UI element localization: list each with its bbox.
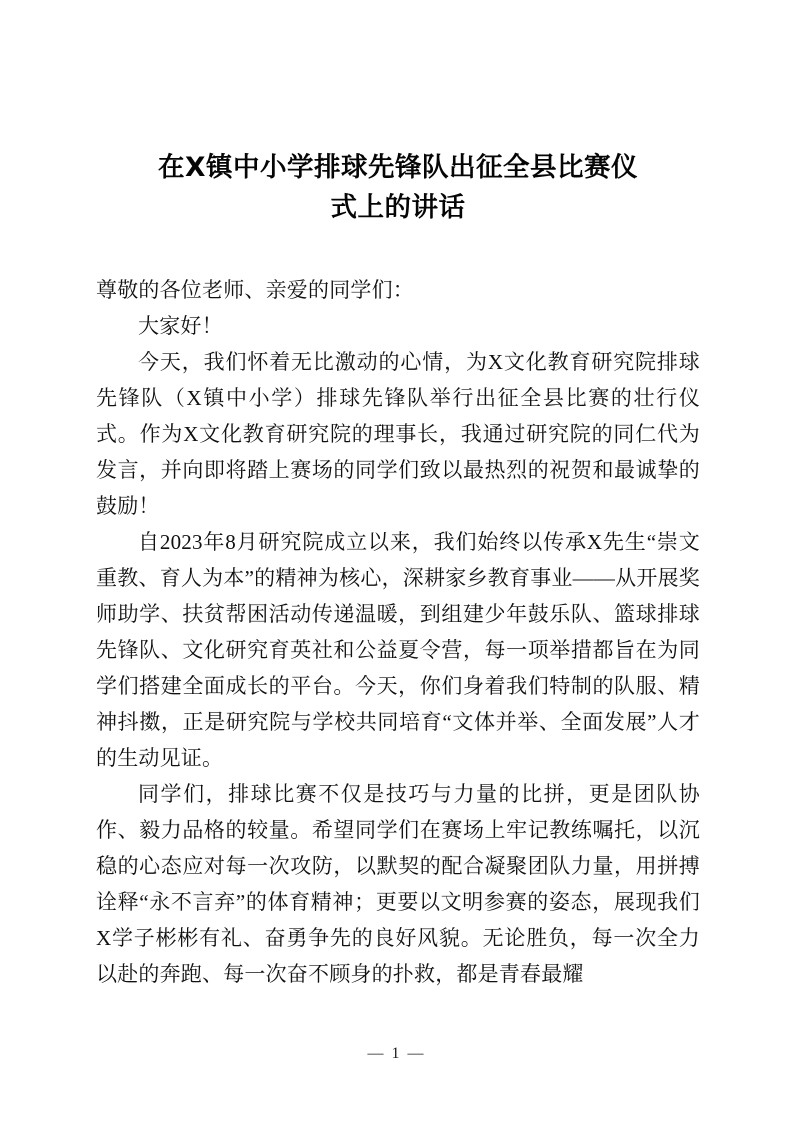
page-title xyxy=(96,148,700,228)
title-line-2: 式上的讲话 xyxy=(330,192,466,223)
paragraph-encouragement: 同学们，排球比赛不仅是技巧与力量的比拼，更是团队协作、毅力品格的较量。希望同学们在赛场上牢记教练嘱托，以沉稳的心态应对每一次攻防，以默契的配合凝聚团队力量，用拼搏诠释“永不言弃”的体育精神；更要以文明参赛的姿态，展现我们X学子彬彬有礼、奋勇争先的良好风貌。无论胜负，每一次全力以赴的奔跑、每一次奋不顾身的扑救，都是青春最耀 xyxy=(96,782,700,986)
paragraph-history: 自2023年8月研究院成立以来，我们始终以传承X先生“崇文重教、育人为本”的精神为核心，深耕家乡教育事业——从开展奖师助学、扶贫帮困活动传递温暖，到组建少年鼓乐队、篮球排球先锋队、文化研究育英社和公益夏令营，每一项举措都旨在为同学们搭建全面成长的平台。今天，你们身着我们特制的队服、精神抖擞，正是研究院与学校共同培育“文体并举、全面发展”人才的生动见证。 xyxy=(96,530,700,770)
paragraph-greeting: 大家好！ xyxy=(138,314,223,338)
paragraph-salutation: 尊敬的各位老师、亲爱的同学们： xyxy=(96,278,414,302)
document-text-block xyxy=(96,272,700,992)
title-line-1: 在X镇中小学排球先锋队出征全县比赛仪 xyxy=(158,152,638,183)
paragraph-opening: 今天，我们怀着无比激动的心情，为X文化教育研究院排球先锋队（X镇中小学）排球先锋队举行出征全县比赛的壮行仪式。作为X文化教育研究院的理事长，我通过研究院的同仁代为发言，并向即将踏上赛场的同学们致以最热烈的祝贺和最诚挚的鼓励！ xyxy=(96,350,700,518)
page-number-footer: — 1 — xyxy=(367,1045,426,1062)
